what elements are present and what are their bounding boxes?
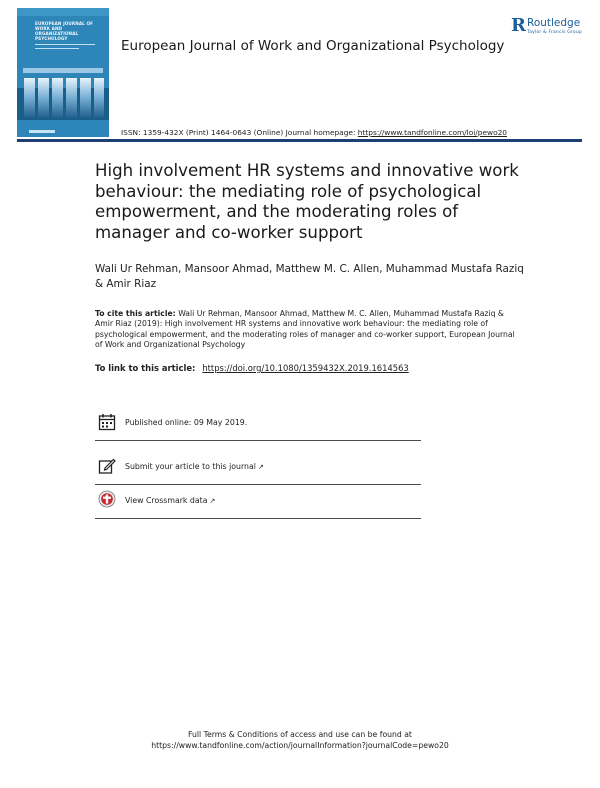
submit-article-row[interactable]	[95, 450, 421, 485]
published-online-text: Published online: 09 May 2019.	[125, 418, 248, 427]
footer	[0, 729, 600, 751]
routledge-mark-icon: R	[511, 15, 526, 36]
article-authors: Wali Ur Rehman, Mansoor Ahmad, Matthew M. C. Allen, Muhammad Mustafa Raziq & Amir Riaz	[95, 263, 524, 290]
citation-text: Wali Ur Rehman, Mansoor Ahmad, Matthew M. C. Allen, Muhammad Mustafa Raziq & Amir Riaz (2019): High involvement HR systems and innovative work behaviour: the mediating role of psychological empowerment, and the moderating roles of manager and co-worker support, European Journal of Work and Organizational Psychology	[95, 309, 515, 350]
header-divider	[17, 139, 582, 142]
edit-icon	[98, 457, 116, 475]
journal-homepage-link[interactable]: https://www.tandfonline.com/loi/pewo20	[357, 128, 507, 137]
article-link-label: To link to this article:	[95, 363, 199, 373]
issn-text: ISSN: 1359-432X (Print) 1464-0643 (Online) Journal homepage:	[121, 128, 358, 137]
cover-title: EUROPEAN JOURNAL OF WORK AND ORGANIZATIONAL PSYCHOLOGY	[35, 21, 94, 41]
article-link-line	[95, 363, 409, 373]
submit-article-link[interactable]: Submit your article to this journal ↗	[125, 462, 264, 471]
publisher-tagline: Taylor & Francis Group	[527, 30, 582, 35]
doi-link[interactable]: https://doi.org/10.1080/1359432X.2019.1614563	[202, 363, 409, 373]
footer-terms-text: Full Terms & Conditions of access and use can be found at	[188, 730, 412, 739]
citation-block	[95, 309, 520, 351]
journal-title: European Journal of Work and Organizational Psychology	[121, 38, 505, 54]
journal-cover-image	[17, 8, 109, 137]
calendar-icon	[98, 413, 116, 431]
publisher-name: Routledge	[527, 17, 581, 29]
footer-terms-link[interactable]: https://www.tandfonline.com/action/journalInformation?journalCode=pewo20	[151, 741, 449, 750]
citation-label: To cite this article:	[95, 309, 176, 318]
crossmark-icon	[98, 490, 116, 508]
crossmark-link[interactable]: View Crossmark data ↗	[125, 496, 216, 505]
crossmark-row[interactable]	[95, 484, 421, 519]
external-link-icon: ↗	[257, 463, 264, 471]
issn-line	[121, 128, 507, 137]
published-online-row	[95, 406, 421, 441]
article-title: High involvement HR systems and innovative work behaviour: the mediating role of psychological empowerment, and the moderating roles of manager and co-worker support	[95, 161, 519, 242]
external-link-icon: ↗	[209, 497, 216, 505]
